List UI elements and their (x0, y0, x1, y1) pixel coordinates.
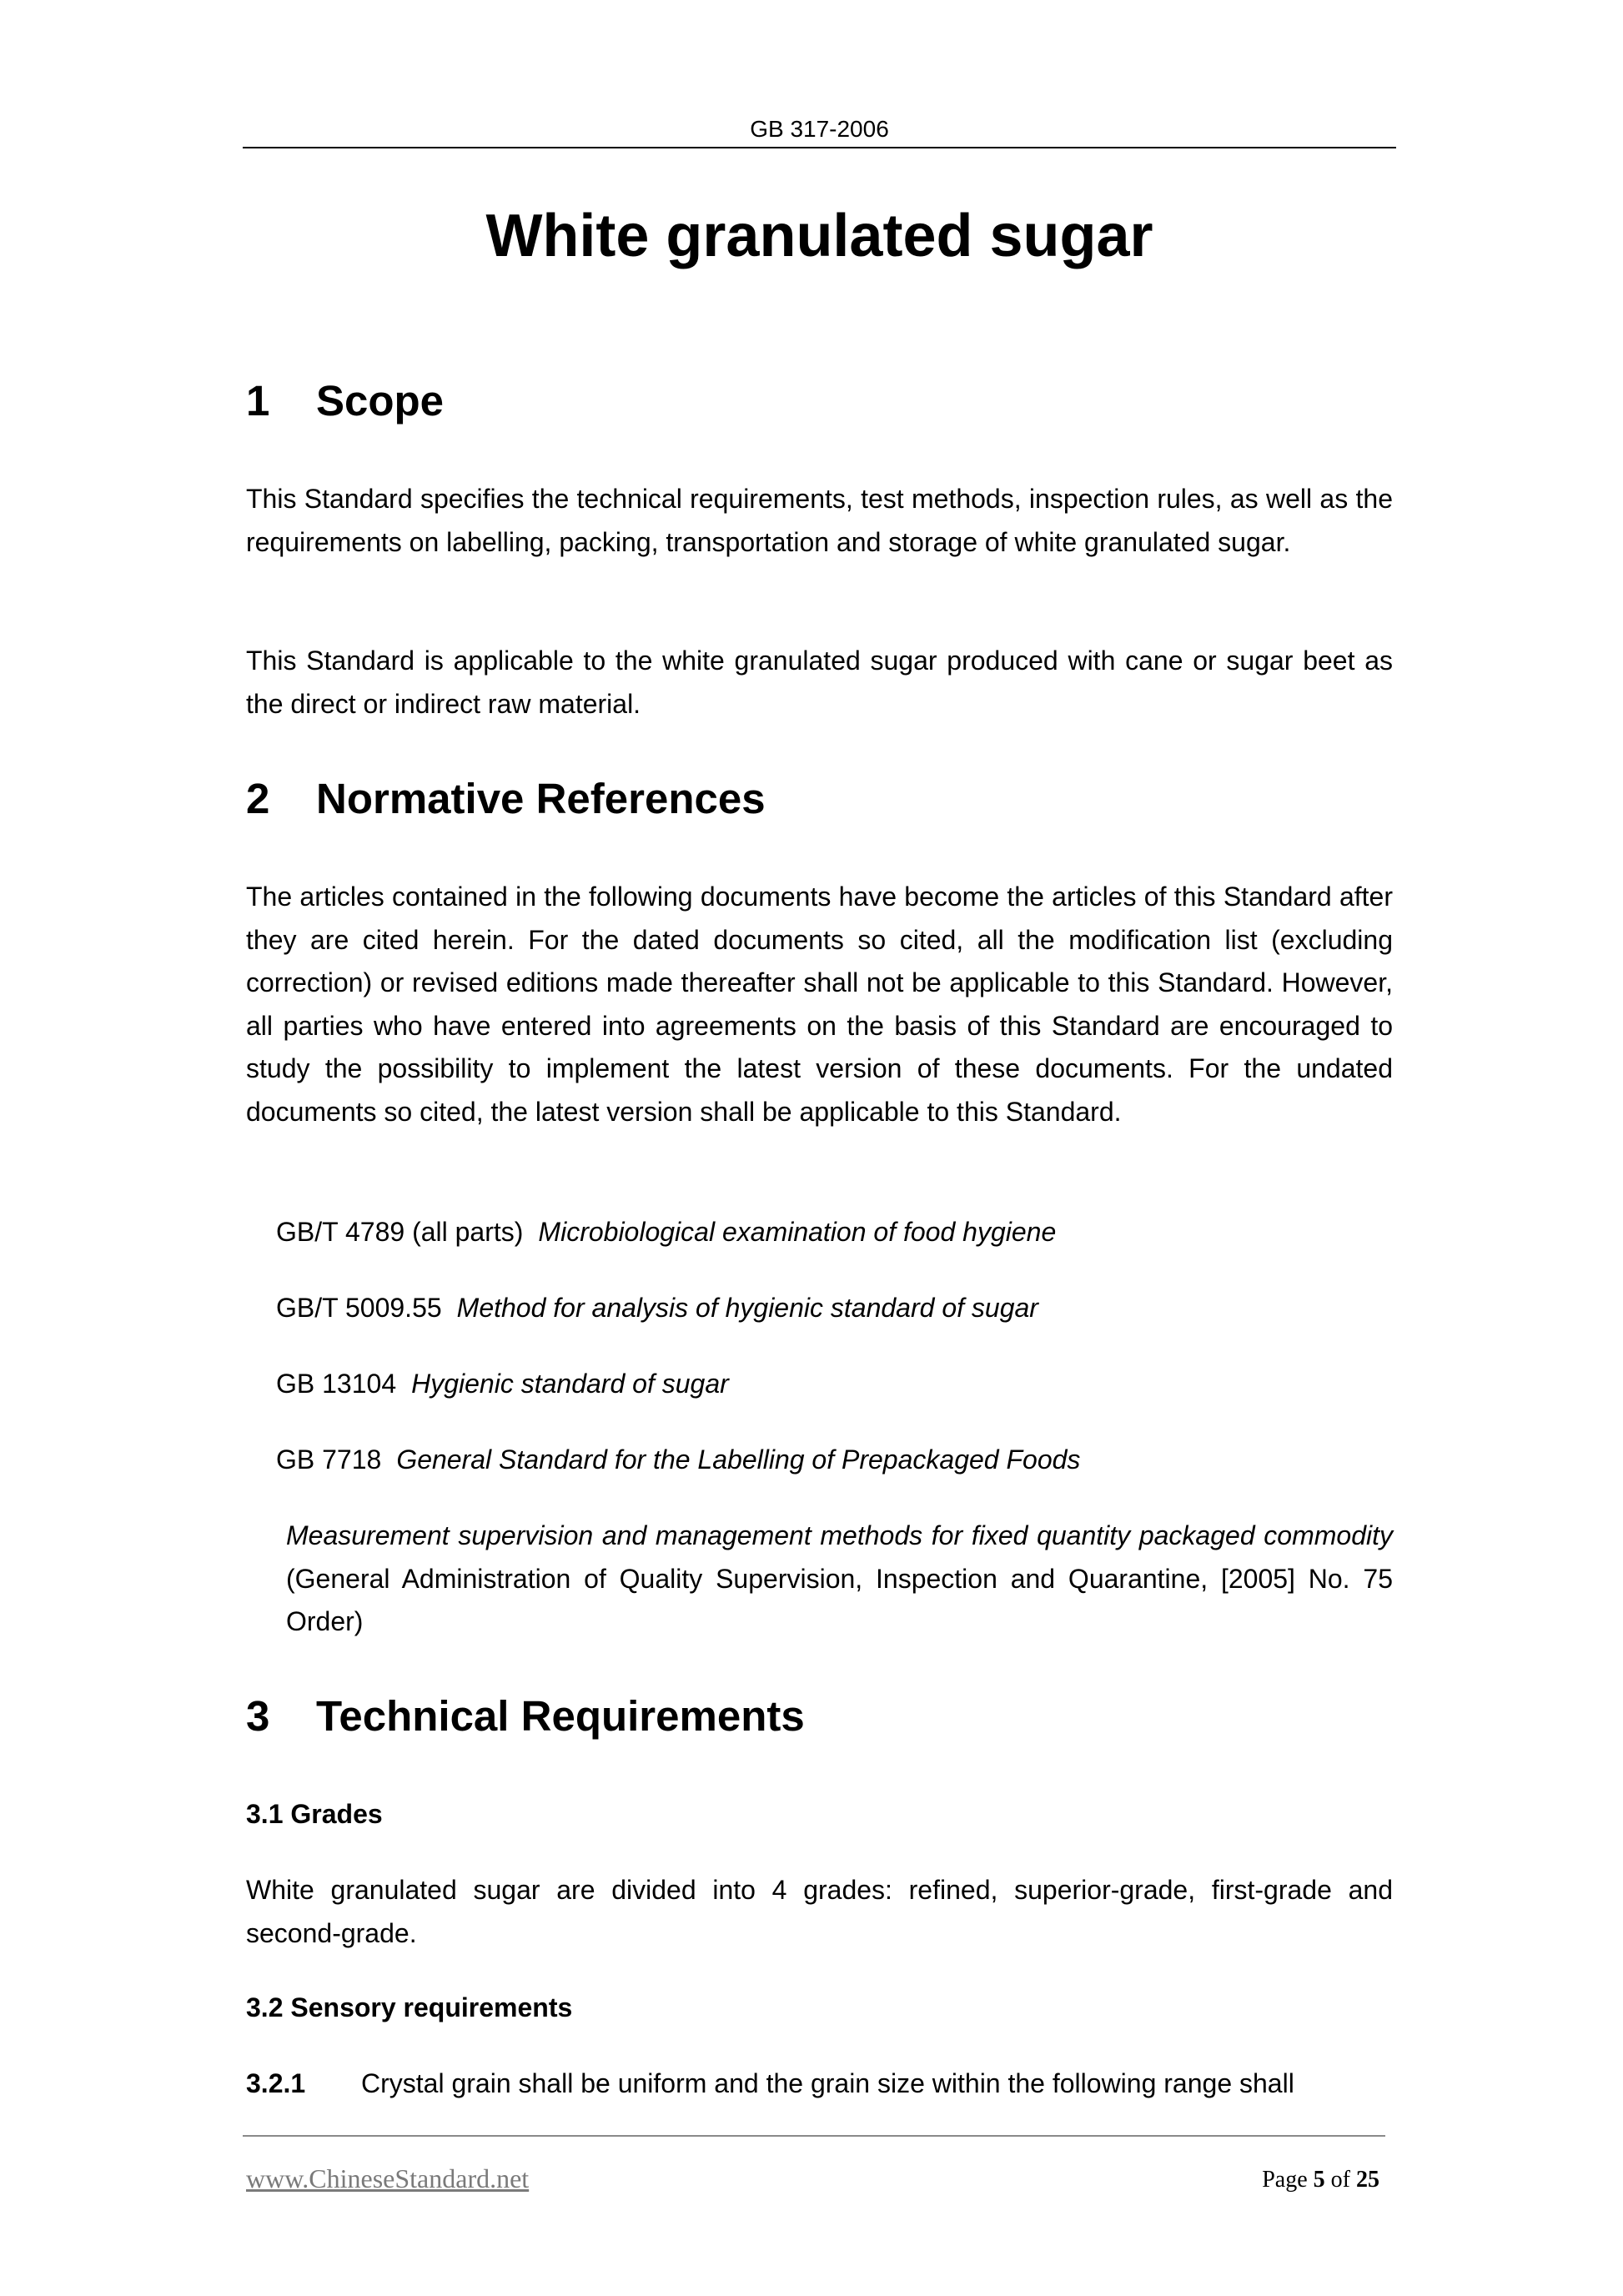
current-page: 5 (1313, 2167, 1325, 2193)
reference-item (276, 1287, 1038, 1330)
section-1-heading (246, 376, 444, 426)
section-title: Technical Requirements (316, 1692, 805, 1740)
section-2-heading (246, 774, 766, 824)
reference-code: GB/T 5009.55 (276, 1293, 442, 1323)
page-number (1262, 2165, 1379, 2195)
scope-paragraph-1: This Standard specifies the technical requirements, test methods, inspection rules, as well as the requirements on labelling, packing, transportation and storage of white granulated sugar. (246, 484, 1393, 557)
section-number: 3 (246, 1692, 270, 1740)
reference-title: Microbiological examination of food hygiene (538, 1217, 1057, 1247)
document-title: White granulated sugar (485, 203, 1153, 269)
total-pages: 25 (1356, 2167, 1379, 2193)
references-intro-paragraph: The articles contained in the following documents have become the articles of this Standard after they are cited herein. For the dated documents so cited, all the modification list (excluding correction) or revised editions made thereafter shall not be applicable to this Standard. However, all parties who have entered into agreements on the basis of this Standard are encouraged to study the possibility to implement the latest version of these documents. For the undated documents so cited, the latest version shall be applicable to this Standard. (246, 882, 1393, 1127)
header-divider (243, 147, 1396, 148)
section-number: 1 (246, 377, 270, 425)
section-number: 2 (246, 775, 270, 822)
reference-code: GB 7718 (276, 1444, 382, 1475)
reference-item (276, 1439, 1080, 1482)
footer-divider (243, 2135, 1385, 2137)
grades-paragraph: White granulated sugar are divided into 4 grades: refined, superior-grade, first-grade and second-grade. (246, 1875, 1393, 1948)
reference-note: (General Administration of Quality Supervision, Inspection and Quarantine, [2005] No. 75 Order) (286, 1563, 1393, 1636)
reference-item (276, 1363, 729, 1406)
section-3-heading (246, 1691, 805, 1741)
subsection-3-1-heading: 3.1 Grades (246, 1799, 383, 1829)
subsection-3-2-heading: 3.2 Sensory requirements (246, 1992, 573, 2022)
reference-item-extended (286, 1515, 1393, 1644)
reference-title: Method for analysis of hygienic standard of sugar (456, 1293, 1038, 1323)
reference-item (276, 1211, 1056, 1254)
clause-text: Crystal grain shall be uniform and the grain size within the following range shall (361, 2068, 1294, 2098)
page-prefix: Page (1262, 2167, 1314, 2193)
clause-3-2-1 (246, 2062, 1393, 2106)
page-of: of (1324, 2167, 1356, 2193)
standard-code-header: GB 317-2006 (750, 116, 889, 142)
section-title: Normative References (316, 775, 766, 822)
reference-title: Measurement supervision and management methods for fixed quantity packaged commodity (286, 1520, 1393, 1550)
reference-code: GB 13104 (276, 1369, 397, 1399)
scope-paragraph-2: This Standard is applicable to the white granulated sugar produced with cane or sugar beet as the direct or indirect raw material. (246, 646, 1393, 719)
website-link[interactable]: www.ChineseStandard.net (246, 2163, 530, 2193)
section-title: Scope (316, 377, 445, 425)
clause-number: 3.2.1 (246, 2068, 306, 2098)
reference-title: Hygienic standard of sugar (411, 1369, 729, 1399)
reference-title: General Standard for the Labelling of Prepackaged Foods (396, 1444, 1081, 1475)
reference-code: GB/T 4789 (all parts) (276, 1217, 524, 1247)
